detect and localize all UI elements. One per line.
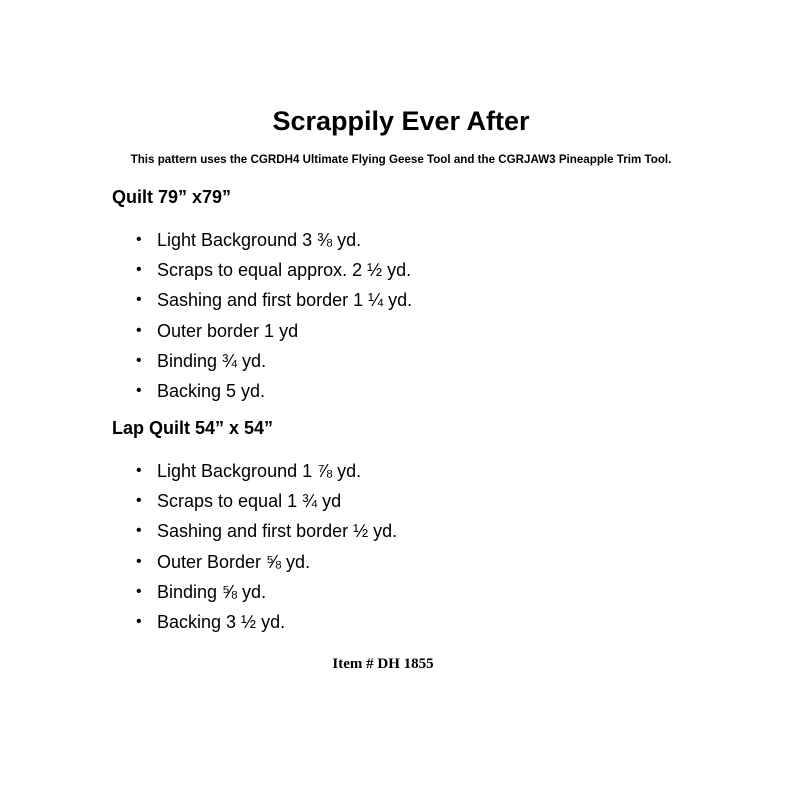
- bullet-icon: •: [136, 492, 142, 510]
- list-item-text: Outer border 1 yd: [157, 320, 299, 341]
- list-item: [112, 547, 397, 577]
- materials-list-lap-quilt: [112, 456, 397, 637]
- list-item-text: Sashing and first border 1 ¼ yd.: [157, 290, 413, 311]
- bullet-icon: •: [136, 552, 142, 570]
- list-item: [112, 516, 397, 546]
- materials-list-quilt: [112, 225, 412, 406]
- bullet-icon: •: [136, 261, 142, 279]
- item-number: Item # DH 1855: [332, 656, 434, 672]
- list-item-text: Light Background 3 ⅜ yd.: [157, 230, 362, 250]
- bullet-icon: •: [136, 382, 142, 400]
- list-item: [112, 607, 397, 637]
- list-item-text: Scraps to equal approx. 2 ½ yd.: [157, 260, 412, 281]
- list-item-text: Light Background 1 ⅞ yd.: [157, 461, 362, 481]
- bullet-icon: •: [136, 522, 142, 540]
- bullet-icon: •: [136, 351, 142, 369]
- list-item: [112, 486, 397, 516]
- bullet-icon: •: [136, 462, 142, 479]
- section-heading-quilt: Quilt 79” x79”: [112, 187, 232, 207]
- bullet-icon: •: [136, 613, 142, 631]
- list-item: [112, 456, 397, 486]
- section-quilt: [112, 185, 412, 406]
- bullet-icon: •: [136, 321, 142, 339]
- page-title: Scrappily Ever After: [272, 106, 530, 136]
- list-item: [112, 255, 412, 285]
- bullet-icon: •: [136, 291, 142, 309]
- list-item-text: Backing 3 ½ yd.: [157, 612, 286, 633]
- list-item-text: Binding ⅝ yd.: [157, 581, 267, 602]
- section-lap-quilt: [112, 416, 397, 637]
- list-item-text: Sashing and first border ½ yd.: [157, 521, 398, 542]
- list-item-text: Scraps to equal 1 ¾ yd: [157, 491, 342, 512]
- list-item: [112, 285, 412, 315]
- list-item: [112, 346, 412, 376]
- list-item: [112, 316, 412, 346]
- list-item: [112, 376, 412, 406]
- bullet-icon: •: [136, 582, 142, 600]
- list-item: [112, 225, 412, 255]
- section-heading-lap-quilt: Lap Quilt 54” x 54”: [112, 418, 274, 438]
- list-item-text: Backing 5 yd.: [157, 381, 266, 402]
- list-item: [112, 577, 397, 607]
- list-item-text: Outer Border ⅝ yd.: [157, 551, 311, 572]
- pattern-subtitle: This pattern uses the CGRDH4 Ultimate Flying Geese Tool and the CGRJAW3 Pineapple Trim Tool.: [130, 153, 672, 166]
- bullet-icon: •: [136, 231, 142, 248]
- list-item-text: Binding ¾ yd.: [157, 350, 267, 371]
